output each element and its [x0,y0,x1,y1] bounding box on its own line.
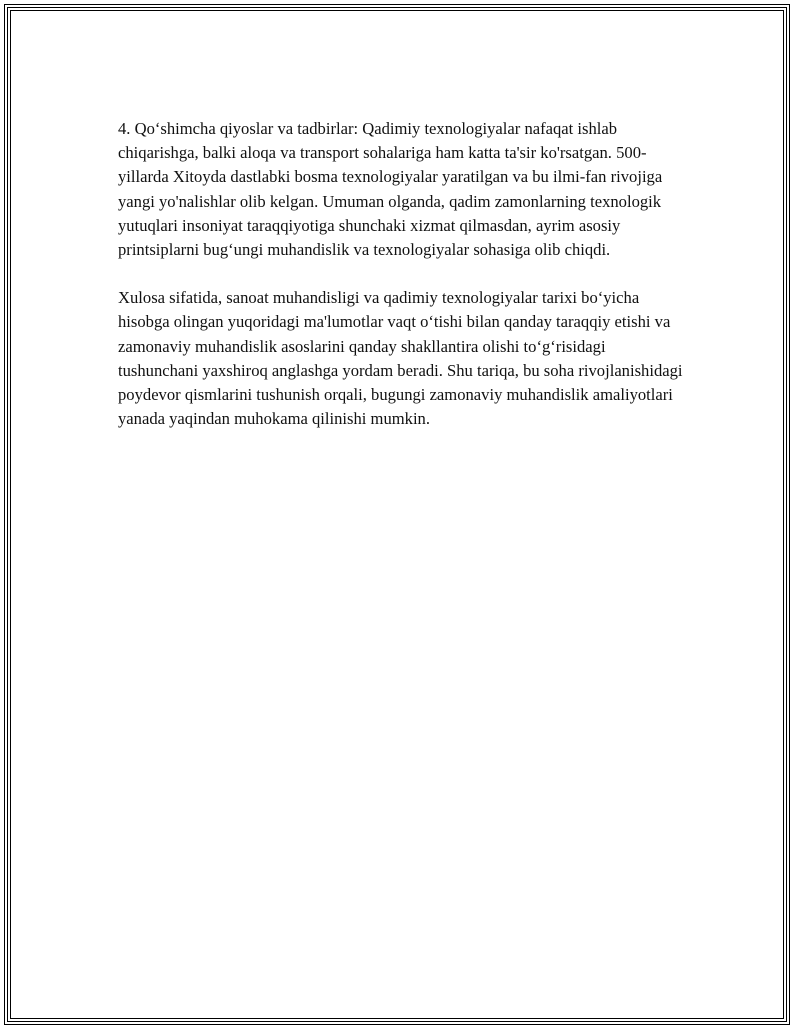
paragraph-additional-comparisons: 4. Qo‘shimcha qiyoslar va tadbirlar: Qadimiy texnologiyalar nafaqat ishlab chiqarishga, balki aloqa va transport sohalariga ham katta ta'sir ko'rsatgan. 500-yillarda Xitoyda dastlabki bosma texnologiyalar yaratilgan va bu ilmi-fan rivojiga yangi yo'nalishlar olib kelgan. Umuman olganda, qadim zamonlarning texnologik yutuqlari insoniyat taraqqiyotiga shunchaki xizmat qilmasdan, ayrim asosiy printsiplarni bug‘ungi muhandislik va texnologiyalar sohasiga olib chiqdi. [118,119,663,260]
paragraph-conclusion: Xulosa sifatida, sanoat muhandisligi va qadimiy texnologiyalar tarixi bo‘yicha hisobga olingan yuqoridagi ma'lumotlar vaqt o‘tishi bilan qanday taraqqiy etishi va zamonaviy muhandislik asoslarini qanday shakllantira olishi to‘g‘risidagi tushunchani yaxshiroq anglashga yordam beradi. Shu tariqa, bu soha rivojlanishidagi poydevor qismlarini tushunish orqali, bugungi zamonaviy muhandislik amaliyotlari yanada yaqindan muhokama qilinishi mumkin. [118,288,683,429]
document-body [118,117,688,455]
